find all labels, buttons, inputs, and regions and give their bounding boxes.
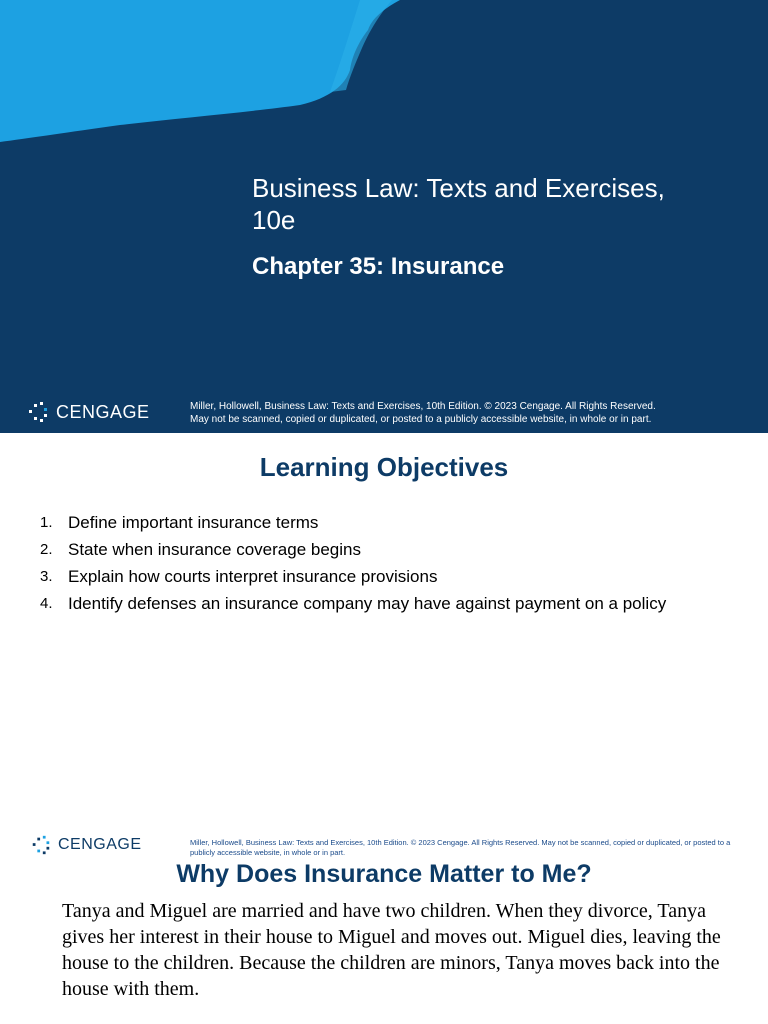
title-slide: [0, 0, 768, 433]
logo-text: CENGAGE: [56, 401, 150, 422]
why-insurance-heading: Why Does Insurance Matter to Me?: [176, 860, 592, 888]
objective-text: Define important insurance terms: [68, 513, 319, 532]
objective-number: 3.: [40, 568, 53, 585]
objective-text: Identify defenses an insurance company may have against payment on a policy: [68, 594, 667, 613]
scenario-paragraph: Tanya and Miguel are married and have two children. When they divorce, Tanya gives her interest in their house to Miguel and moves out. Miguel dies, leaving the house to the children. Because the children are minors, Tanya moves back into the house with them.: [62, 900, 721, 1000]
cengage-dots-icon: [30, 834, 52, 856]
objective-item: [40, 539, 720, 560]
objectives-list: [40, 512, 720, 620]
copyright-notice: [190, 400, 760, 426]
objective-item: [40, 593, 720, 614]
logo-text: CENGAGE: [58, 836, 142, 853]
copyright-line-2: May not be scanned, copied or duplicated, or posted to a publicly accessible website, in whole or in part.: [190, 414, 652, 425]
title-line-2: 10e: [252, 205, 296, 235]
objective-number: 2.: [40, 541, 53, 558]
objective-text: Explain how courts interpret insurance provisions: [68, 567, 438, 586]
objective-item: [40, 566, 720, 587]
copyright-notice-footer: Miller, Hollowell, Business Law: Texts and Exercises, 10th Edition. © 2023 Cengage. All Rights Reserved. May not be scanned, copied or duplicated, or posted to a publicly accessible website, in whole or in part.: [190, 838, 731, 857]
objective-text: State when insurance coverage begins: [68, 540, 361, 559]
cengage-logo-footer: [30, 834, 142, 856]
presentation-title: [252, 172, 752, 236]
copyright-line-1: Miller, Hollowell, Business Law: Texts and Exercises, 10th Edition. © 2023 Cengage. All Rights Reserved.: [190, 401, 656, 412]
cengage-dots-icon: [26, 400, 50, 424]
objective-number: 4.: [40, 595, 53, 612]
learning-objectives-heading: Learning Objectives: [259, 452, 509, 482]
objective-number: 1.: [40, 514, 53, 531]
cengage-logo: [26, 400, 150, 424]
chapter-title: Chapter 35: Insurance: [252, 253, 505, 280]
title-line-1: Business Law: Texts and Exercises,: [252, 173, 665, 203]
objective-item: [40, 512, 720, 533]
